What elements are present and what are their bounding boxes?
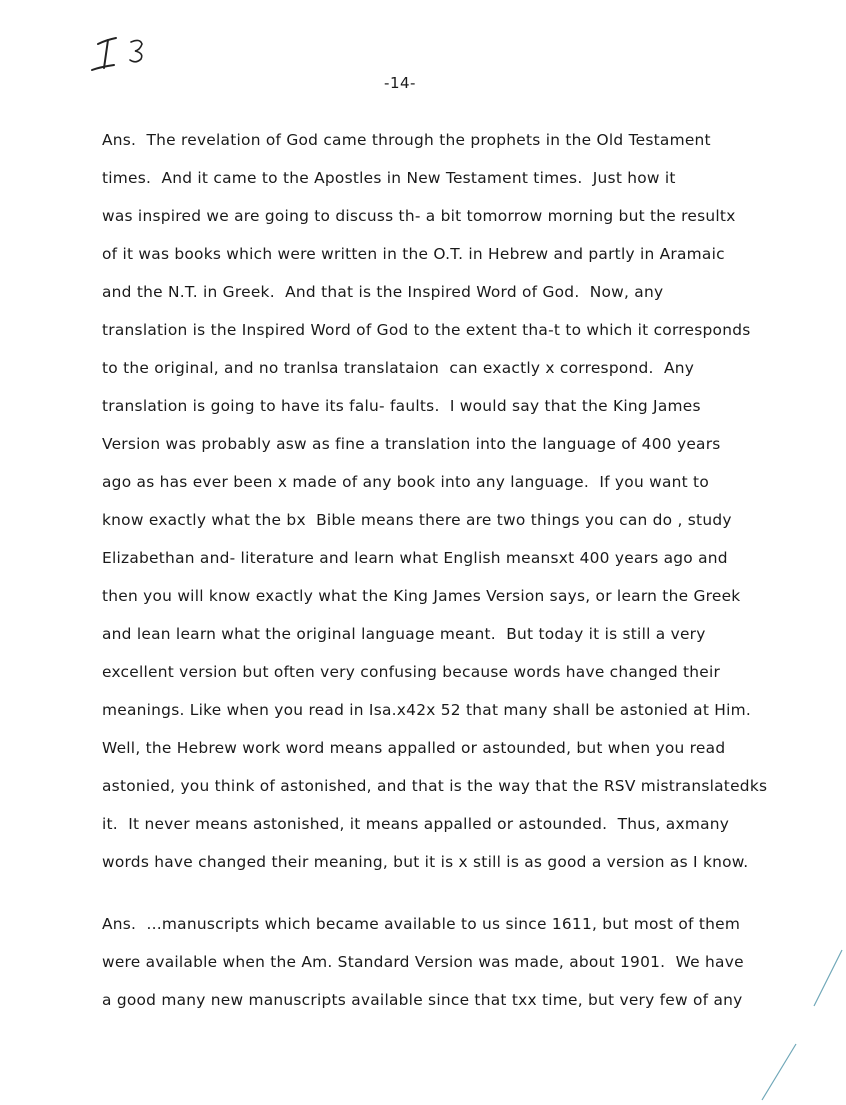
text-line: and the N.T. in Greek. And that is the Inspired Word of God. Now, any (102, 283, 664, 301)
scan-edge-stroke-drawing (752, 948, 846, 1101)
text-line: times. And it came to the Apostles in New Testament times. Just how it (102, 169, 676, 187)
text-line: translation is going to have its falu- faults. I would say that the King James (102, 397, 701, 415)
text-line: meanings. Like when you read in Isa.x42x 52 that many shall be astonied at Him. (102, 701, 751, 719)
text-line: a good many new manuscripts available since that txx time, but very few of any (102, 991, 743, 1009)
text-line: know exactly what the bx Bible means there are two things you can do , study (102, 511, 732, 529)
text-line: Ans. The revelation of God came through the prophets in the Old Testament (102, 131, 711, 149)
text-line: then you will know exactly what the King James Version says, or learn the Greek (102, 587, 741, 605)
text-line: to the original, and no tranlsa translataion can exactly x correspond. Any (102, 359, 695, 377)
text-line: Well, the Hebrew work word means appalled or astounded, but when you read (102, 739, 726, 757)
text-line: it. It never means astonished, it means appalled or astounded. Thus, axmany (102, 815, 730, 833)
scan-edge-stroke (752, 948, 846, 1101)
text-line: were available when the Am. Standard Version was made, about 1901. We have (102, 953, 744, 971)
text-line: translation is the Inspired Word of God to the extent tha-t to which it corresponds (102, 321, 751, 339)
text-line: and lean learn what the original language meant. But today it is still a very (102, 625, 706, 643)
text-line: was inspired we are going to discuss th- a bit tomorrow morning but the resultx (102, 207, 736, 225)
text-line: ago as has ever been x made of any book into any language. If you want to (102, 473, 710, 491)
page-number: -14- (384, 74, 416, 92)
handwritten-page-mark (86, 30, 166, 80)
text-line: of it was books which were written in the O.T. in Hebrew and partly in Aramaic (102, 245, 725, 263)
text-line: words have changed their meaning, but it is x still is as good a version as I know. (102, 853, 749, 871)
handwritten-mark-drawing (86, 30, 166, 80)
text-line: Version was probably asw as fine a translation into the language of 400 years (102, 435, 721, 453)
text-line: Elizabethan and- literature and learn what English meansxt 400 years ago and (102, 549, 728, 567)
text-line: excellent version but often very confusing because words have changed their (102, 663, 721, 681)
text-line: Ans. ...manuscripts which became available to us since 1611, but most of them (102, 915, 741, 933)
text-line: astonied, you think of astonished, and that is the way that the RSV mistranslatedks (102, 777, 768, 795)
